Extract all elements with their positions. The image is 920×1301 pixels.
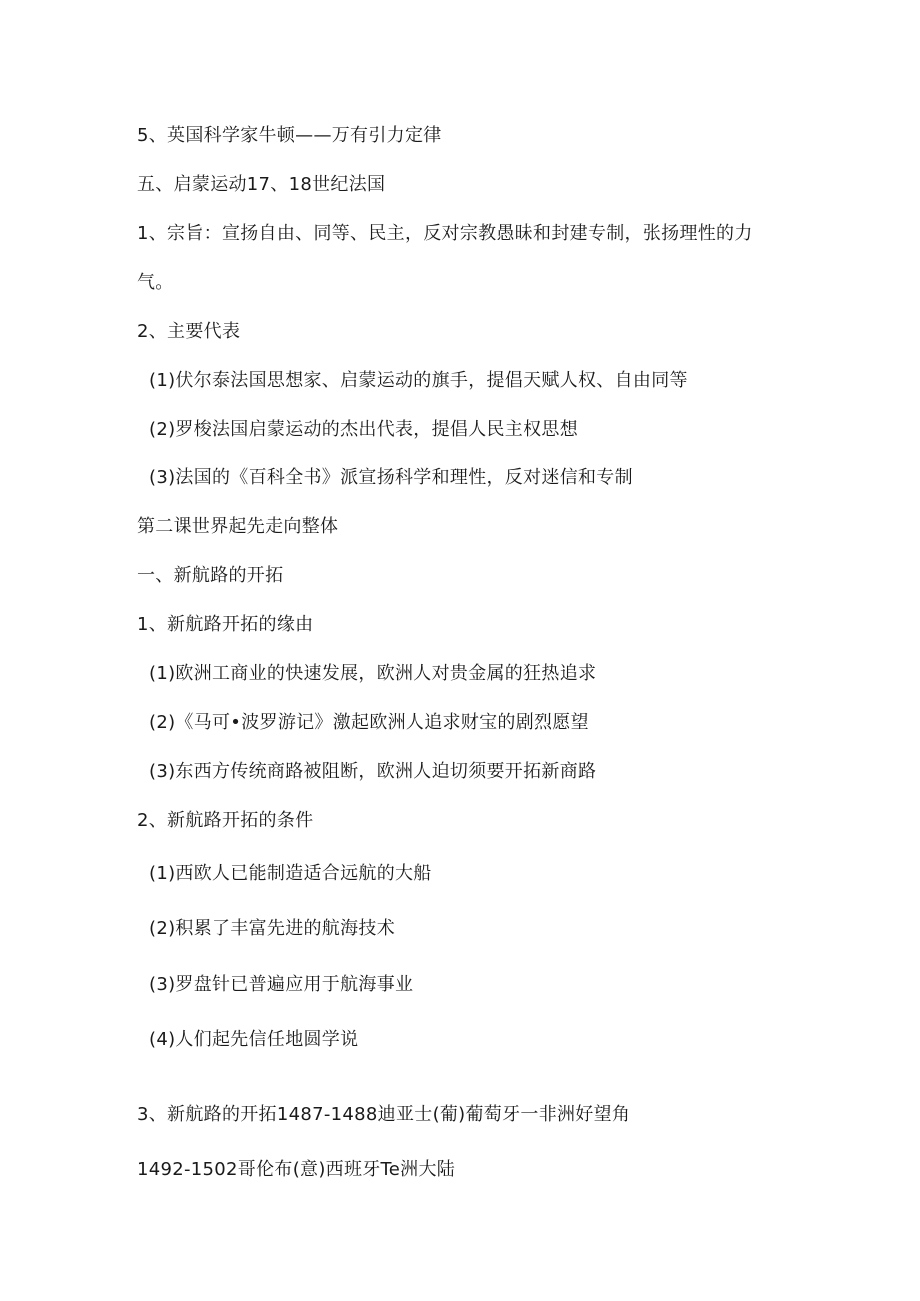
list-item-condition-2: (2)积累了丰富先进的航海技术 (149, 918, 395, 939)
subheading-conditions: 2、新航路开拓的条件 (137, 810, 314, 831)
lesson-title: 第二课世界起先走向整体 (137, 516, 339, 537)
section-heading-new-routes: 一、新航路的开拓 (137, 565, 284, 586)
text-line-purpose: 1、宗旨：宣扬自由、同等、民主，反对宗教愚昧和封建专制，张扬理性的力 (137, 223, 753, 244)
list-item-encyclopedia: (3)法国的《百科全书》派宣扬科学和理性，反对迷信和专制 (149, 467, 633, 488)
list-item-condition-1: (1)西欧人已能制造适合远航的大船 (149, 863, 432, 884)
list-item-voltaire: (1)伏尔泰法国思想家、启蒙运动的旗手，提倡天赋人权、自由同等 (149, 370, 688, 391)
subheading-reasons: 1、新航路开拓的缘由 (137, 614, 314, 635)
text-line-newton: 5、英国科学家牛顿——万有引力定律 (137, 125, 442, 146)
list-item-condition-3: (3)罗盘针已普遍应用于航海事业 (149, 974, 414, 995)
list-item-reason-1: (1)欧洲工商业的快速发展，欧洲人对贵金属的狂热追求 (149, 663, 597, 684)
list-item-reason-2: (2)《马可•波罗游记》激起欧洲人追求财宝的剧烈愿望 (149, 712, 589, 733)
section-heading-enlightenment: 五、启蒙运动17、18世纪法国 (137, 174, 386, 195)
text-line-purpose-continued: 气。 (137, 272, 174, 293)
subheading-representatives: 2、主要代表 (137, 321, 241, 342)
text-line-columbus: 1492-1502哥伦布(意)西班牙Te洲大陆 (137, 1159, 456, 1180)
list-item-condition-4: (4)人们起先信任地圆学说 (149, 1029, 359, 1050)
list-item-reason-3: (3)东西方传统商路被阻断，欧洲人迫切须要开拓新商路 (149, 761, 597, 782)
list-item-rousseau: (2)罗梭法国启蒙运动的杰出代表，提倡人民主权思想 (149, 419, 578, 440)
subheading-exploration: 3、新航路的开拓1487-1488迪亚士(葡)葡萄牙一非洲好望角 (137, 1104, 631, 1125)
